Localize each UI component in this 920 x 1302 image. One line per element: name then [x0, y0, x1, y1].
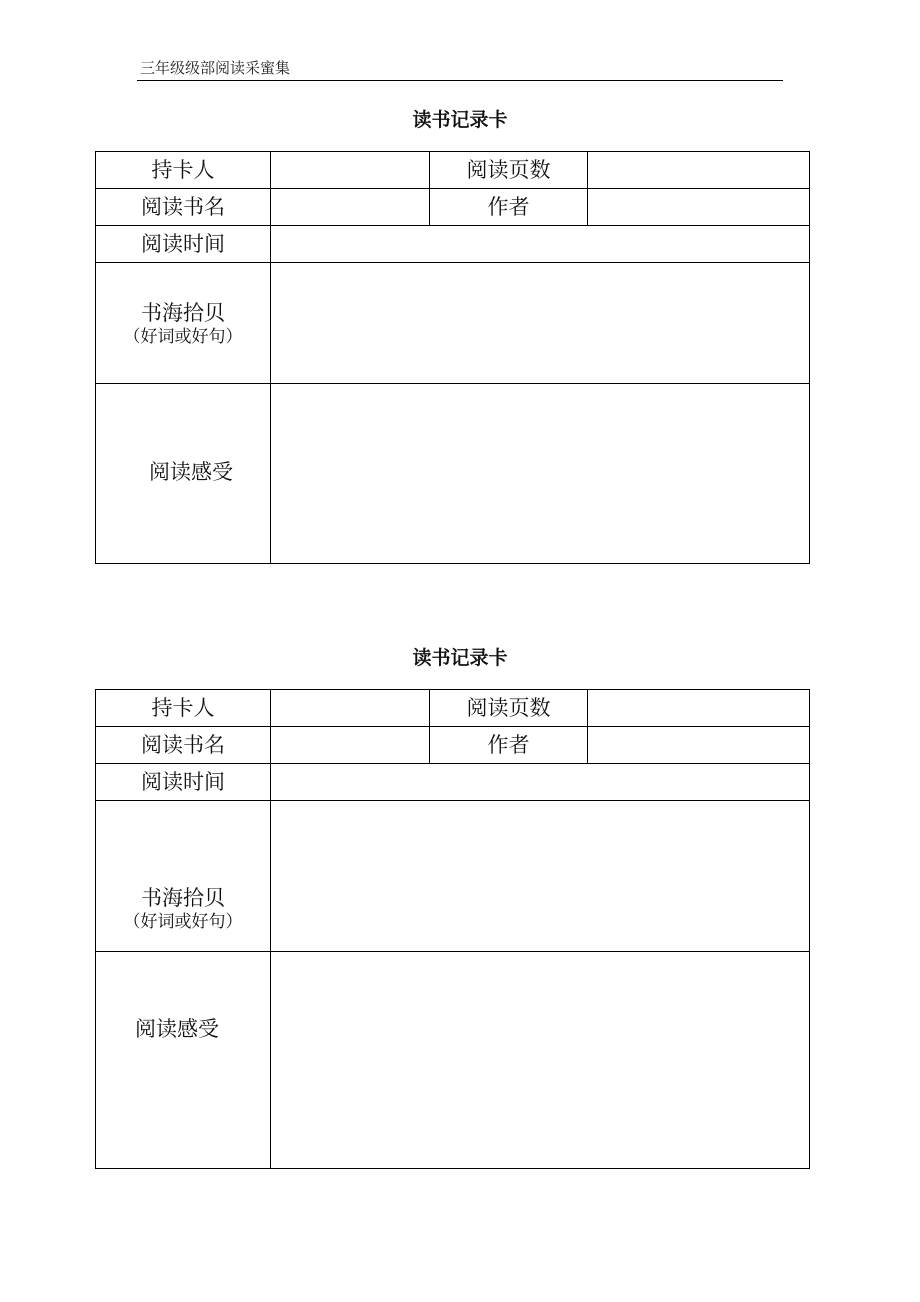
excerpt-label: 书海拾贝: [141, 301, 225, 325]
holder-label: 持卡人: [96, 690, 271, 727]
book-name-value[interactable]: [271, 727, 430, 764]
holder-label: 持卡人: [96, 152, 271, 189]
excerpt-label-cell: [96, 801, 271, 952]
table-row: [96, 226, 810, 263]
book-name-label: 阅读书名: [96, 727, 271, 764]
author-value[interactable]: [588, 189, 810, 226]
author-label: 作者: [430, 189, 588, 226]
page-header-text: 三年级级部阅读采蜜集: [140, 59, 291, 77]
table-row: [96, 189, 810, 226]
pages-label: 阅读页数: [430, 690, 588, 727]
excerpt-label: 书海拾贝: [141, 886, 225, 910]
excerpt-value[interactable]: [271, 263, 810, 384]
table-row: [96, 801, 810, 952]
feeling-label: 阅读感受: [135, 1017, 219, 1041]
excerpt-label-cell: [96, 263, 271, 384]
pages-label: 阅读页数: [430, 152, 588, 189]
card-title: 读书记录卡: [412, 109, 508, 131]
excerpt-note: （好词或好句）: [123, 912, 243, 932]
time-label: 阅读时间: [96, 226, 271, 263]
time-value[interactable]: [271, 226, 810, 263]
table-row: [96, 152, 810, 189]
table-row: [96, 690, 810, 727]
feeling-label-cell: [96, 384, 271, 564]
reading-record-card: [95, 151, 810, 564]
table-row: [96, 384, 810, 564]
excerpt-value[interactable]: [271, 801, 810, 952]
table-row: [96, 764, 810, 801]
time-value[interactable]: [271, 764, 810, 801]
reading-record-card: [95, 689, 810, 1169]
pages-value[interactable]: [588, 690, 810, 727]
feeling-label: 阅读感受: [149, 459, 233, 484]
pages-value[interactable]: [588, 152, 810, 189]
book-name-value[interactable]: [271, 189, 430, 226]
table-row: [96, 727, 810, 764]
book-name-label: 阅读书名: [96, 189, 271, 226]
feeling-value[interactable]: [271, 384, 810, 564]
author-value[interactable]: [588, 727, 810, 764]
card-title: 读书记录卡: [412, 647, 508, 669]
table-row: [96, 952, 810, 1169]
holder-value[interactable]: [271, 690, 430, 727]
excerpt-note: （好词或好句）: [123, 327, 243, 347]
page-header: [137, 56, 783, 81]
table-row: [96, 263, 810, 384]
author-label: 作者: [430, 727, 588, 764]
feeling-label-cell: [96, 952, 271, 1169]
time-label: 阅读时间: [96, 764, 271, 801]
feeling-value[interactable]: [271, 952, 810, 1169]
holder-value[interactable]: [271, 152, 430, 189]
